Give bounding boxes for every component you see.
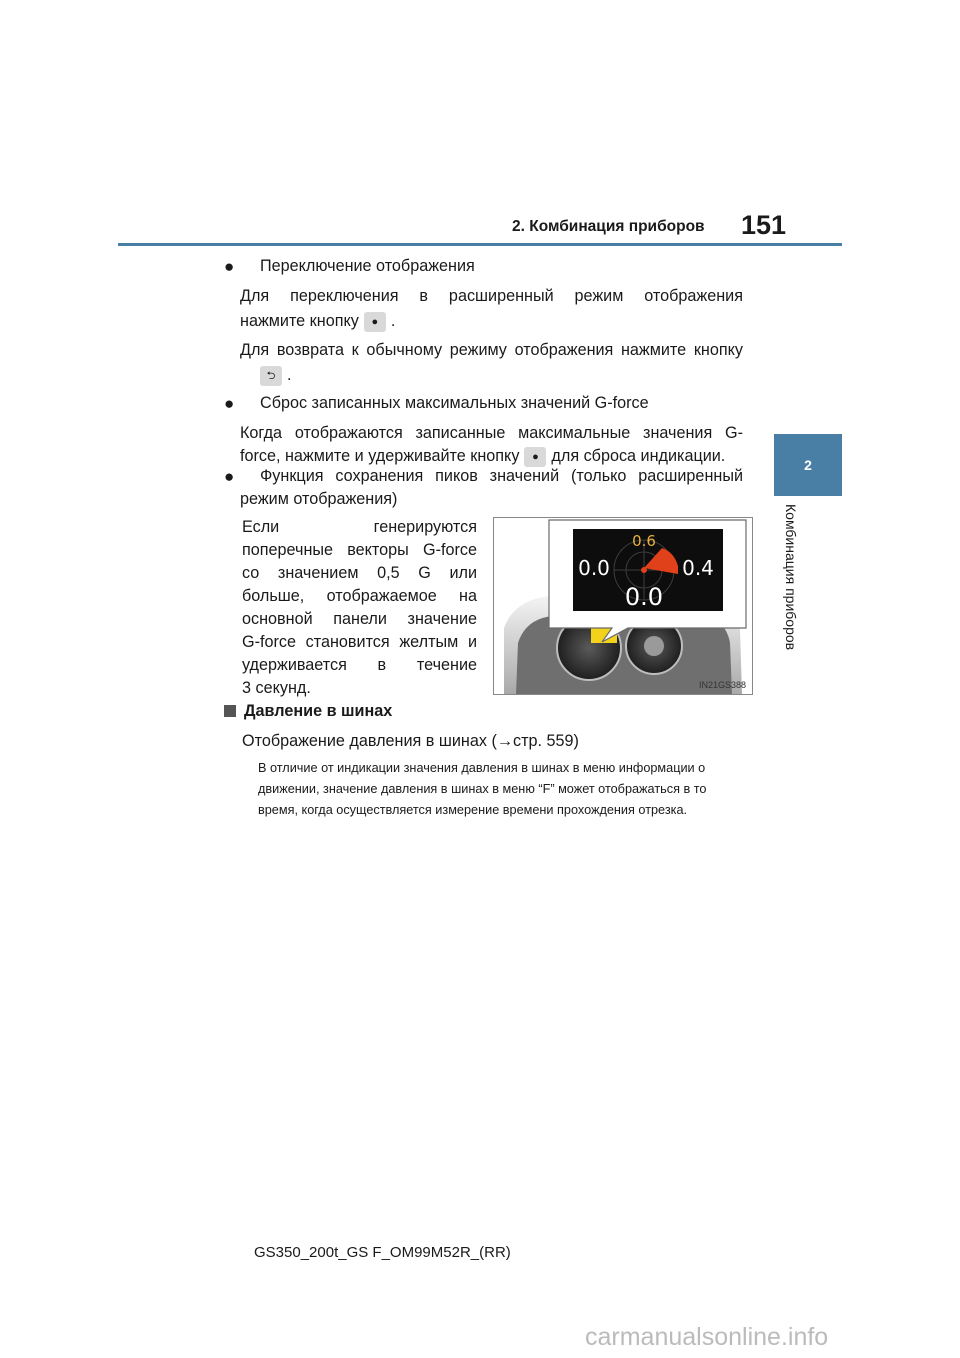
switch-display-line2-pre: нажмите кнопку <box>240 312 359 330</box>
bullet-icon: ● <box>224 394 235 413</box>
watermark: carmanualsonline.info <box>585 1323 829 1351</box>
gforce-vector-center <box>641 567 647 573</box>
switch-display-line4-post: . <box>287 366 292 384</box>
gforce-value-left: 0.0 <box>578 556 610 580</box>
tire-pressure-note-line: время, когда осуществляется измерение времени прохождения отрезка. <box>258 803 688 817</box>
peak-hold-line1: Функция сохранения пиков значений (только расширенный <box>260 467 743 485</box>
gforce-illustration <box>493 517 753 695</box>
tire-pressure-heading: Давление в шинах <box>244 702 393 720</box>
reset-max-line2-post: для сброса индикации. <box>551 447 726 465</box>
peak-hold-paragraph-line: больше, отображаемое на <box>242 587 477 605</box>
section-title: 2. Комбинация приборов <box>512 218 705 235</box>
tachometer-hub <box>644 636 664 656</box>
section-square-icon <box>224 705 236 717</box>
select-button-icon: ● <box>524 447 546 467</box>
peak-hold-paragraph-line: 3 секунд. <box>242 679 311 697</box>
page-number: 151 <box>741 210 787 240</box>
switch-display-line2 <box>240 311 395 332</box>
tire-pressure-note-line: движении, значение давления в шинах в меню “F” может отображаться в то <box>258 782 707 796</box>
tire-pressure-note-line: В отличие от индикации значения давления в шинах в меню информации о <box>258 761 706 775</box>
manual-code: GS350_200t_GS F_OM99M52R_(RR) <box>254 1244 511 1261</box>
peak-hold-paragraph-line: G-force становится желтым и <box>242 633 477 651</box>
gforce-value-right: 0.4 <box>682 556 714 580</box>
peak-hold-paragraph-line: со значением 0,5 G или <box>242 564 477 582</box>
reset-max-heading: Сброс записанных максимальных значений G-force <box>260 394 649 412</box>
back-button-icon: ⮌ <box>260 366 282 386</box>
chapter-label: Комбинация приборов <box>783 504 799 651</box>
reset-max-line1: Когда отображаются записанные максимальные значения G- <box>240 424 743 442</box>
select-button-icon: ● <box>364 312 386 332</box>
bullet-icon: ● <box>224 467 235 486</box>
switch-display-line1: Для переключения в расширенный режим отображения <box>240 287 743 305</box>
bullet-icon: ● <box>224 257 235 276</box>
peak-hold-paragraph-line: удерживается в течение <box>242 656 477 674</box>
tire-pressure-line1: Отображение давления в шинах (→стр. 559) <box>242 732 579 750</box>
chapter-tab <box>774 434 842 496</box>
switch-display-heading: Переключение отображения <box>260 257 475 275</box>
peak-hold-paragraph-line: Если генерируются <box>242 518 477 536</box>
peak-hold-line2: режим отображения) <box>240 490 398 508</box>
peak-hold-paragraph-line: поперечные векторы G-force <box>242 541 477 559</box>
gforce-value-top: 0.6 <box>632 532 656 550</box>
figure-code: IN21GS388 <box>698 680 746 690</box>
peak-hold-paragraph-line: основной панели значение <box>242 610 477 628</box>
switch-display-line2-post: . <box>390 312 396 330</box>
gforce-illustration-svg <box>494 518 752 694</box>
reset-max-line2-pre: force, нажмите и удерживайте кнопку <box>240 447 520 465</box>
chapter-number: 2 <box>804 457 812 473</box>
gforce-value-bottom: 0.0 <box>624 583 664 611</box>
header-divider <box>118 243 842 246</box>
switch-display-line3: Для возврата к обычному режиму отображения нажмите кнопку <box>240 341 743 359</box>
reset-max-line2 <box>240 446 725 467</box>
switch-display-line4 <box>256 365 292 386</box>
